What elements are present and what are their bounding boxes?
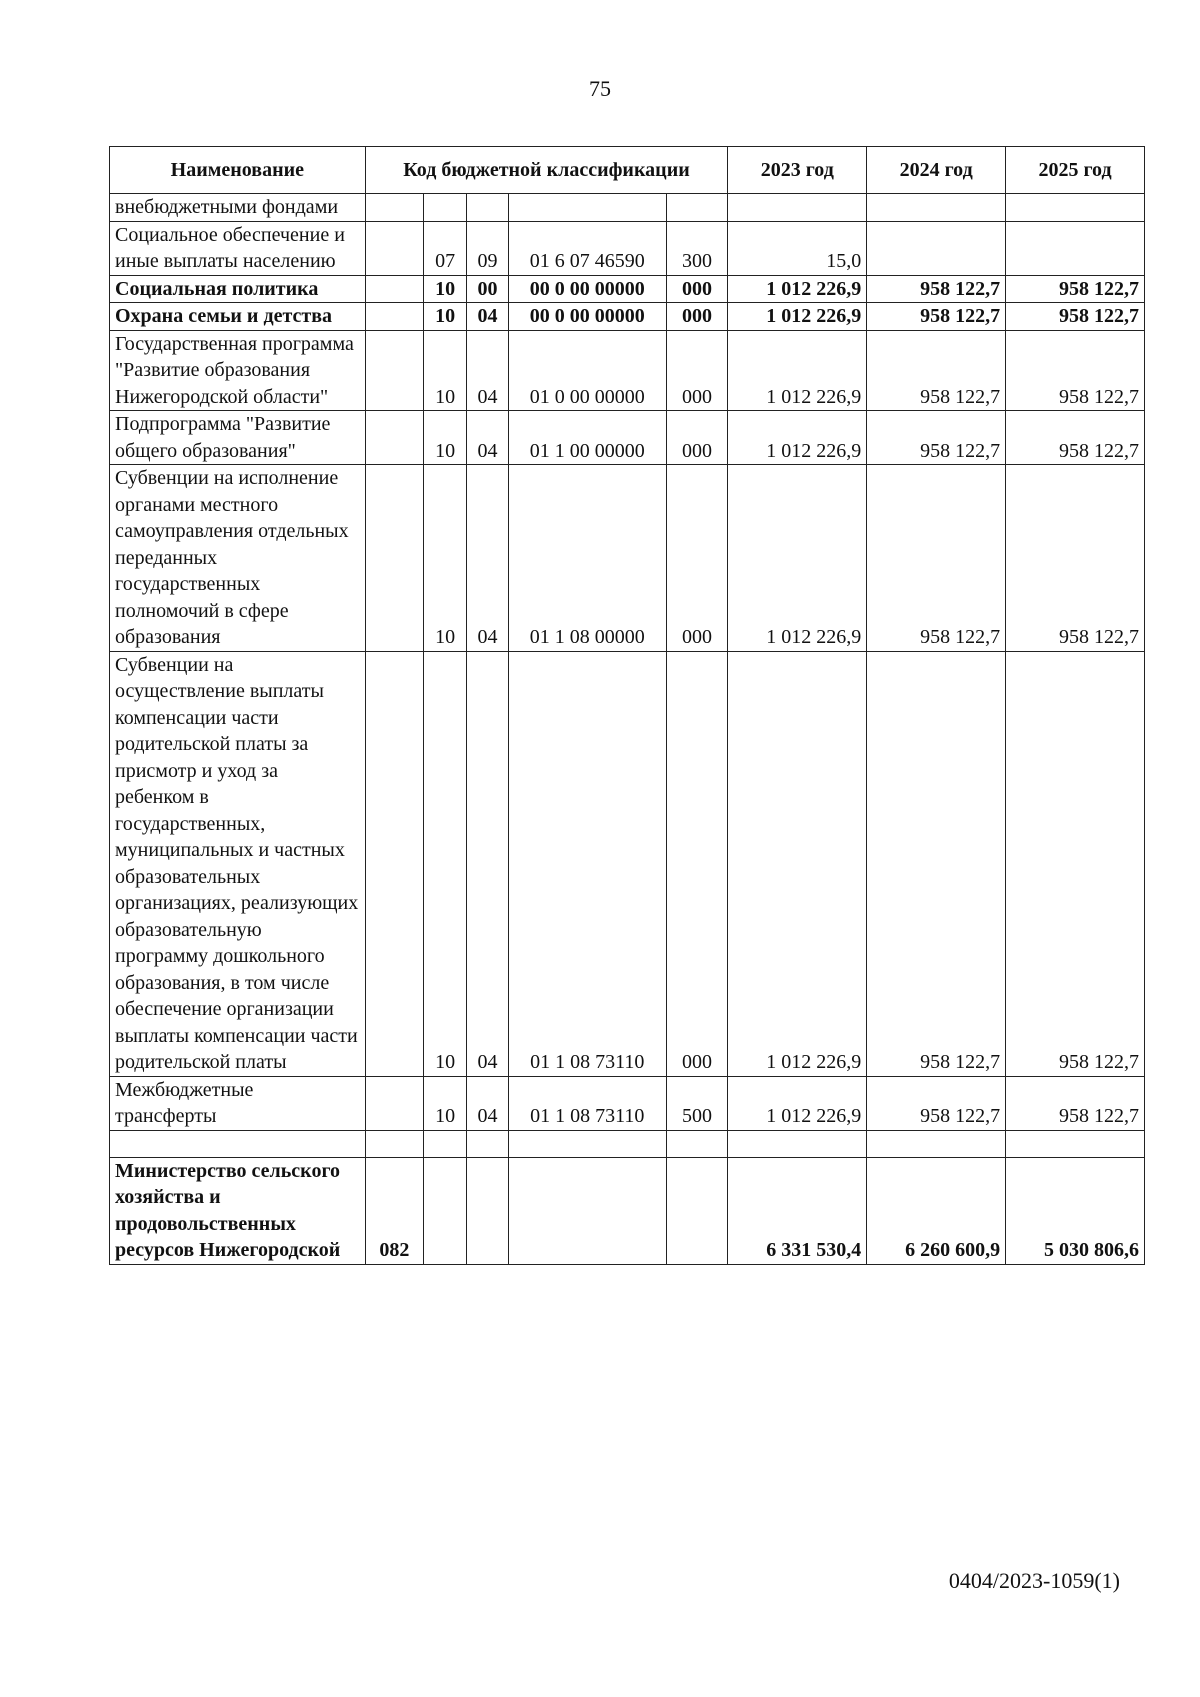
cell-2023: 1 012 226,9 — [728, 651, 867, 1076]
cell-target-article: 01 0 00 00000 — [508, 330, 666, 411]
cell-expense-type: 500 — [666, 1076, 728, 1130]
cell-ministry-code — [365, 411, 423, 465]
cell-subsection — [467, 194, 509, 222]
cell-section: 10 — [424, 1076, 467, 1130]
cell-2025 — [1006, 194, 1145, 222]
cell-section — [424, 194, 467, 222]
cell-target-article: 01 6 07 46590 — [508, 221, 666, 275]
cell-2024: 958 122,7 — [867, 465, 1006, 652]
header-2023: 2023 год — [728, 147, 867, 194]
cell-2023 — [728, 1130, 867, 1157]
cell-target-article — [508, 194, 666, 222]
cell-2024: 958 122,7 — [867, 1076, 1006, 1130]
cell-name: Охрана семьи и детства — [110, 303, 366, 331]
header-2025: 2025 год — [1006, 147, 1145, 194]
table-row — [110, 1157, 1145, 1264]
cell-section: 10 — [424, 275, 467, 303]
cell-2023: 1 012 226,9 — [728, 303, 867, 331]
table-row — [110, 465, 1145, 652]
cell-name: Субвенции на осуществление выплаты компенсации части родительской платы за присмотр и уход за ребенком в государственных, муниципальных и частных образовательных организациях, реализующих образовательную программу дошкольного образования, в том числе обеспечение организации выплаты компенсации части родительской платы — [110, 651, 366, 1076]
cell-ministry-code — [365, 194, 423, 222]
cell-2023: 1 012 226,9 — [728, 330, 867, 411]
cell-section: 10 — [424, 330, 467, 411]
cell-2023: 1 012 226,9 — [728, 1076, 867, 1130]
budget-table — [109, 146, 1145, 1265]
cell-ministry-code — [365, 303, 423, 331]
cell-subsection: 00 — [467, 275, 509, 303]
header-code: Код бюджетной классификации — [365, 147, 728, 194]
cell-subsection: 04 — [467, 330, 509, 411]
cell-2024: 958 122,7 — [867, 411, 1006, 465]
cell-2023: 1 012 226,9 — [728, 275, 867, 303]
cell-2025: 958 122,7 — [1006, 651, 1145, 1076]
cell-subsection: 04 — [467, 465, 509, 652]
cell-2024: 958 122,7 — [867, 651, 1006, 1076]
cell-2025: 5 030 806,6 — [1006, 1157, 1145, 1264]
cell-subsection — [467, 1157, 509, 1264]
table-row — [110, 1076, 1145, 1130]
cell-ministry-code: 082 — [365, 1157, 423, 1264]
cell-section — [424, 1157, 467, 1264]
cell-expense-type — [666, 1157, 728, 1264]
cell-expense-type — [666, 194, 728, 222]
table-row — [110, 1130, 1145, 1157]
cell-2025 — [1006, 1130, 1145, 1157]
cell-expense-type: 000 — [666, 465, 728, 652]
table-row — [110, 330, 1145, 411]
cell-2025: 958 122,7 — [1006, 1076, 1145, 1130]
header-name: Наименование — [110, 147, 366, 194]
table-row — [110, 221, 1145, 275]
header-2024: 2024 год — [867, 147, 1006, 194]
cell-name: Министерство сельского хозяйства и продовольственных ресурсов Нижегородской — [110, 1157, 366, 1264]
cell-name: Подпрограмма "Развитие общего образования" — [110, 411, 366, 465]
cell-2023: 6 331 530,4 — [728, 1157, 867, 1264]
cell-subsection: 04 — [467, 303, 509, 331]
cell-name — [110, 1130, 366, 1157]
cell-subsection: 04 — [467, 1076, 509, 1130]
cell-2023: 15,0 — [728, 221, 867, 275]
document-number: 0404/2023-1059(1) — [948, 1568, 1120, 1593]
cell-subsection: 04 — [467, 411, 509, 465]
cell-2025 — [1006, 221, 1145, 275]
cell-name: Межбюджетные трансферты — [110, 1076, 366, 1130]
cell-2025: 958 122,7 — [1006, 330, 1145, 411]
cell-2024: 958 122,7 — [867, 303, 1006, 331]
cell-2024: 6 260 600,9 — [867, 1157, 1006, 1264]
cell-ministry-code — [365, 1130, 423, 1157]
cell-section — [424, 1130, 467, 1157]
cell-expense-type: 000 — [666, 651, 728, 1076]
cell-2024: 958 122,7 — [867, 330, 1006, 411]
cell-ministry-code — [365, 465, 423, 652]
cell-name: Социальное обеспечение и иные выплаты населению — [110, 221, 366, 275]
table-row — [110, 651, 1145, 1076]
cell-2025: 958 122,7 — [1006, 303, 1145, 331]
cell-2024 — [867, 221, 1006, 275]
cell-section: 07 — [424, 221, 467, 275]
cell-section: 10 — [424, 651, 467, 1076]
cell-expense-type: 000 — [666, 303, 728, 331]
cell-subsection — [467, 1130, 509, 1157]
cell-subsection: 04 — [467, 651, 509, 1076]
cell-name: Государственная программа "Развитие образования Нижегородской области" — [110, 330, 366, 411]
cell-ministry-code — [365, 221, 423, 275]
cell-2024: 958 122,7 — [867, 275, 1006, 303]
cell-expense-type: 000 — [666, 330, 728, 411]
cell-section: 10 — [424, 303, 467, 331]
cell-2025: 958 122,7 — [1006, 465, 1145, 652]
table-row — [110, 303, 1145, 331]
cell-target-article: 01 1 08 73110 — [508, 651, 666, 1076]
cell-2023: 1 012 226,9 — [728, 411, 867, 465]
cell-2025: 958 122,7 — [1006, 411, 1145, 465]
cell-target-article — [508, 1157, 666, 1264]
cell-ministry-code — [365, 330, 423, 411]
table-row — [110, 275, 1145, 303]
cell-section: 10 — [424, 465, 467, 652]
cell-expense-type: 300 — [666, 221, 728, 275]
cell-target-article: 01 1 00 00000 — [508, 411, 666, 465]
cell-section: 10 — [424, 411, 467, 465]
cell-2023 — [728, 194, 867, 222]
cell-2024 — [867, 1130, 1006, 1157]
cell-name: Социальная политика — [110, 275, 366, 303]
cell-expense-type — [666, 1130, 728, 1157]
cell-name: внебюджетными фондами — [110, 194, 366, 222]
cell-ministry-code — [365, 1076, 423, 1130]
cell-2023: 1 012 226,9 — [728, 465, 867, 652]
cell-ministry-code — [365, 651, 423, 1076]
page-number: 75 — [589, 76, 611, 101]
cell-ministry-code — [365, 275, 423, 303]
cell-target-article: 01 1 08 73110 — [508, 1076, 666, 1130]
table-body — [110, 194, 1145, 1265]
cell-expense-type: 000 — [666, 275, 728, 303]
header-row — [110, 147, 1145, 194]
cell-target-article — [508, 1130, 666, 1157]
cell-2025: 958 122,7 — [1006, 275, 1145, 303]
cell-2024 — [867, 194, 1006, 222]
table-row — [110, 194, 1145, 222]
cell-target-article: 00 0 00 00000 — [508, 275, 666, 303]
table-row — [110, 411, 1145, 465]
cell-target-article: 00 0 00 00000 — [508, 303, 666, 331]
cell-name: Субвенции на исполнение органами местного самоуправления отдельных переданных государственных полномочий в сфере образования — [110, 465, 366, 652]
cell-target-article: 01 1 08 00000 — [508, 465, 666, 652]
cell-expense-type: 000 — [666, 411, 728, 465]
cell-subsection: 09 — [467, 221, 509, 275]
